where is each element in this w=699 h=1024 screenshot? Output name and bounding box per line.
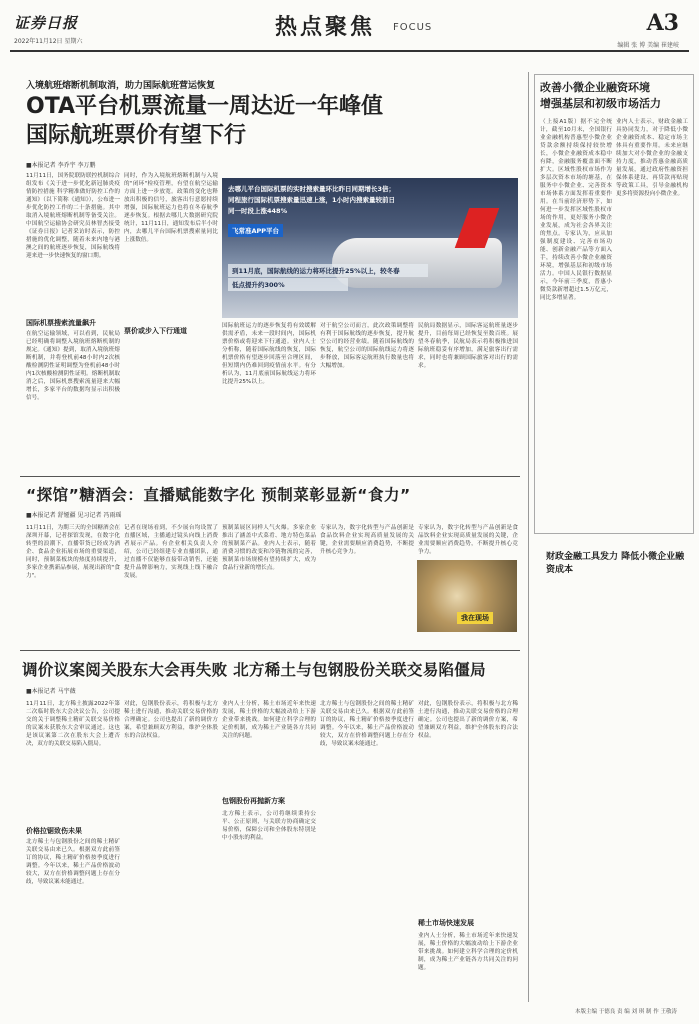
lead-column-1: 11月11日，国务院联防联控机制综合组发布《关于进一步优化新冠肺炎疫情防控措施 科学精准做好防控工作的通知》（以下简称《通知》），公布进一步优化防控工作的二十条措施。其中取消入境航班熔断机制等备受关注。中国航空运输协会研究员林智杰接受《证券日报》记者采访时表示，防控措施的优化调整，随着未来内地与港澳之间的航班逐步恢复，国际航线将迎来进一步快速恢复的窗口期。 xyxy=(26,173,120,259)
story2-column-1: 11月11日，为期三天的全国糖酒会在深圳开幕，记者探馆发现，在数字化转型的浪潮下，直播带货已经成为酒企、食品企业拓展市场的重要渠道，同时，预制菜板块的热度持续提升，多家企业携新品参展，展现出新的"食力"。 xyxy=(26,525,120,579)
story2-column-5: 专家认为，数字化转型与产品创新是食品饮料企业实现高质量发展的关键，企业需要顺应消费趋势，不断提升核心竞争力。 xyxy=(418,525,518,555)
story3-headline: 调价议案阅关股东大会再失败 北方稀土与包钢股份关联交易陷僵局 xyxy=(22,661,486,679)
photo-caption-3: 同一时段上涨448% xyxy=(228,207,288,215)
story3-column-5b: 业内人士分析，稀土市场近年来快速发展，稀土价格的大幅波动给上下游企业带来挑战。如何建立科学合理的定价机制，成为稀土产业链各方共同关注的问题。 xyxy=(418,933,518,971)
masthead xyxy=(10,6,689,52)
story3-subhead-3: 稀土市场快速发展 xyxy=(418,919,474,927)
lead-photo xyxy=(222,178,518,318)
lead-subhead-2: 票价或步入下行通道 xyxy=(124,327,187,335)
right-column-text-1: （上接A1版）据不完全统计，截至10月末，全国银行业金融机构普惠型小微企业贷款余额持续保持较快增长，小微企业融资成本稳中有降，金融服务覆盖面不断扩大。区域性股权市场作为多层次资本市场的塘基，在服务中小微企业、完善资本市场体系方面发挥着重要作用。在当前经济形势下，如何进一步发挥区域性股权市场的作用，更好服务小微企业发展，成为社会各界关注的焦点。专家认为，应从加强制度建设、完善市场功能、创新金融产品等方面入手，持续改善小微企业融资环境，增强基层和初级市场活力。中国人民银行数据显示，今年前三季度，普惠小微贷款新增超过1.5万亿元，同比多增显著。 xyxy=(540,119,612,301)
story3-subhead-2: 包钢股份再抛新方案 xyxy=(222,797,285,805)
story3-subhead-1: 价格拉锯致伤未果 xyxy=(26,827,82,835)
right-headline-line2: 增强基层和初级市场活力 xyxy=(540,97,661,110)
divider xyxy=(20,650,520,651)
story3-column-1b: 北方稀土与包钢股份之间的稀土精矿关联交易由来已久。根据双方此前签订的协议，稀土精矿价格按季度进行调整。今年以来，稀土产品价格波动较大，双方在价格调整问题上存在分歧，导致议案未能通过。 xyxy=(26,839,120,885)
story2-photo-tag: 我在现场 xyxy=(457,612,493,624)
right-headline xyxy=(540,80,690,112)
photo-caption-1: 去哪儿平台国际机票的实时搜索量环比昨日同期增长3倍； xyxy=(228,185,396,193)
lead-column-1b: 在航空运输领域，可以看到，民航局已经明确将调整入境航班熔断机制的规定。《通知》提到，取消入境航班熔断机制，并将登机前48小时内2次核酸检测阴性证明调整为登机前48小时内1次核酸检测阴性证明。熔断机制取消之后，国际机票搜索流量迎来大幅增长，多家平台的数据均显示出积极信号。 xyxy=(26,331,120,401)
issue-date: 2022年11月12日 星期六 xyxy=(14,38,83,45)
story2-photo xyxy=(417,560,517,632)
lead-column-3: 国际航班运力的逐步恢复将有效缓解供需矛盾，未来一段时间内，国际机票价格或将迎来下行通道。业内人士分析称，随着国际航线的恢复，国际机票价格有望逐步回落至合理区间，但短期内仍难回到疫情前水平。有分析认为，11月底前国际航线运力将环比提升25%以上。 xyxy=(222,323,316,385)
photo-caption-5: 低点提升约300% xyxy=(228,278,348,291)
lead-byline: ■本报记者 李乔宇 李万鹏 xyxy=(26,162,96,169)
right-subhead xyxy=(546,551,686,577)
lead-subhead-1: 国际机票搜索流量飙升 xyxy=(26,319,96,327)
story2-column-2: 记者在现场看到，不少展台均设置了直播区域，主播通过镜头向线上消费者展示产品。有企业相关负责人介绍，公司已经组建专业直播团队，通过直播不仅能够直接带动销售，还能提升品牌影响力，实现线上线下融合发展。 xyxy=(124,525,218,579)
lead-column-4: 对于航空公司而言，此次政策调整将有利于国际航线的逐步恢复，提升航空公司的经营业绩。随着国际航线的恢复，航空公司的国际航线运力将逐步释放，国际客运航班执行数量也将大幅增加。 xyxy=(320,323,414,369)
photo-caption-4: 到11月底，国际航线的运力将环比提升25%以上，较冬春 xyxy=(228,264,428,277)
right-subhead-text: 财政金融工具发力 降低小微企业融资成本 xyxy=(546,552,685,575)
lead-headline-line2: 国际航班票价有望下行 xyxy=(26,123,247,148)
divider xyxy=(20,476,520,477)
story2-column-3: 预制菜展区同样人气火爆。多家企业推出了涵盖中式菜肴、地方特色菜品的预制菜产品。业内人士表示，随着消费习惯的改变和冷链物流的完善，预制菜市场规模有望持续扩大，成为食品行业新的增长点。 xyxy=(222,525,316,571)
story3-column-1: 11月11日，北方稀土披露2022年第二次临时股东大会决议公告，公司提交的关于调整稀土精矿关联交易价格的议案未获股东大会审议通过。这也是该议案第二次在股东大会上遭否决，双方的关联交易陷入僵局。 xyxy=(26,701,120,747)
lead-headline xyxy=(26,92,516,150)
story2-byline: ■本报记者 舒娅疆 见习记者 冯雨瑶 xyxy=(26,512,122,519)
photo-tag: 飞常准APP平台 xyxy=(228,224,283,237)
page-number: A3 xyxy=(646,10,679,36)
page-footer: 本版主编 于德良 责 编 刘 琪 制 作 王敬涛 xyxy=(575,1009,677,1015)
story2-headline: “探馆”糖酒会：直播赋能数字化 预制菜彰显新“食力” xyxy=(26,486,411,504)
photo-caption-2: 同程旅行国际机票搜索量迅速上涨，1小时内搜索量较前日 xyxy=(228,196,396,204)
lead-column-2: 同时，作为入境航班熔断机制与入境的"闭环"检疫管理，有望在航空运输方面上进一步放宽。政策的变化也释放出积极的信号，旅客出行意愿持续增强，国际航班运力也将在冬春航季逐步恢复。根据去哪儿大数据研究院统计，11月11日，通知发布后半小时内，去哪儿平台国际机票搜索量同比上涨数倍。 xyxy=(124,173,218,243)
right-column-text-2: 业内人士表示，财政金融工具协同发力，对于降低小微企业融资成本、稳定市场主体具有重要作用。未来应继续加大对小微企业的金融支持力度，推动普惠金融高质量发展，通过政府性融资担保体系建设、再贷款再贴现等政策工具，引导金融机构更多将资源投向小微企业。 xyxy=(616,119,688,197)
paper-logo: 证券日报 xyxy=(14,14,79,32)
story3-column-4: 北方稀土与包钢股份之间的稀土精矿关联交易由来已久。根据双方此前签订的协议，稀土精矿价格按季度进行调整。今年以来，稀土产品价格波动较大，双方在价格调整问题上存在分歧，导致议案未能通过。 xyxy=(320,701,414,747)
right-headline-line1: 改善小微企业融资环境 xyxy=(540,81,650,94)
section-title: 热点聚焦 xyxy=(275,15,376,40)
story3-byline: ■本报记者 马宇薇 xyxy=(26,688,76,695)
story3-column-2: 对此，包钢股份表示，将积极与北方稀土进行沟通，推动关联交易价格的合理确定。公司也提出了新的调价方案，希望兼顾双方利益，维护全体股东的合法权益。 xyxy=(124,701,218,739)
lead-kicker: 入境航班熔断机制取消，助力国际航班营运恢复 xyxy=(26,81,216,91)
story3-column-5: 对此，包钢股份表示，将积极与北方稀土进行沟通，推动关联交易价格的合理确定。公司也提出了新的调价方案，希望兼顾双方利益，维护全体股东的合法权益。 xyxy=(418,701,518,739)
lead-column-5: 民航局数据显示，国际客运航班量逐步提升，目前每周已经恢复至数百班。展望冬春航季，民航局表示将积极推进国际航班稳妥有序增加，满足旅客出行需求，同时也将兼顾国际旅客对出行的需求。 xyxy=(418,323,518,369)
column-divider xyxy=(528,72,529,1002)
story3-column-3: 业内人士分析，稀土市场近年来快速发展，稀土价格的大幅波动给上下游企业带来挑战。如何建立科学合理的定价机制，成为稀土产业链各方共同关注的问题。 xyxy=(222,701,316,739)
editor-line: 编辑 张 博 美编 崔建岐 xyxy=(617,42,679,49)
section-title-en: FOCUS xyxy=(393,22,433,33)
story2-column-4: 专家认为，数字化转型与产品创新是食品饮料企业实现高质量发展的关键，企业需要顺应消费趋势，不断提升核心竞争力。 xyxy=(320,525,414,555)
story3-column-3b: 北方稀土表示，公司将继续秉持公平、公正原则，与关联方协商确定交易价格，保障公司和全体股东特别是中小股东的利益。 xyxy=(222,811,316,841)
lead-headline-line1: OTA平台机票流量一周达近一年峰值 xyxy=(26,94,384,119)
